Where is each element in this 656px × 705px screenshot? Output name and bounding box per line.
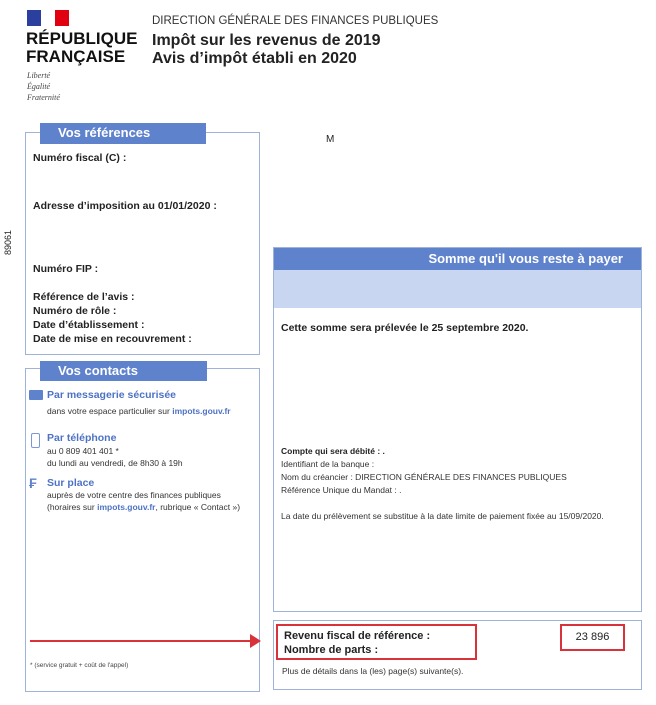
rfr-labels-highlight: Revenu fiscal de référence : Nombre de parts : xyxy=(276,624,477,660)
ref-field: Numéro fiscal (C) : xyxy=(33,152,127,164)
ref-field: Numéro de rôle : xyxy=(33,305,117,317)
ref-field: Date d’établissement : xyxy=(33,319,145,331)
arrow-head-icon xyxy=(250,634,261,648)
telephone-title: Par téléphone xyxy=(47,432,117,444)
side-code: 89061 xyxy=(3,229,13,255)
messagerie-title: Par messagerie sécurisée xyxy=(47,389,177,401)
impots-link[interactable]: impots.gouv.fr xyxy=(97,502,156,512)
red-arrow xyxy=(30,640,252,642)
recipient-initial: M xyxy=(326,134,335,145)
ref-field: Adresse d’imposition au 01/01/2020 : xyxy=(33,200,217,212)
payment-title: Somme qu'il vous reste à payer xyxy=(274,248,641,270)
messagerie-text: dans votre espace particulier sur impots.gouv.fr xyxy=(47,406,231,416)
computer-icon xyxy=(29,390,43,400)
debit-account-info: Compte qui sera débité : . Identifiant de la banque : Nom du créancier : DIRECTION GÉNÉRALE DES FINANCES PUBLIQUES Référence Unique du Mandat : . La date du prélèvement se substitue à la date limite de paiement fixée au 15/09/2020. xyxy=(281,446,604,521)
place-text: auprès de votre centre des finances publiques (horaires sur impots.gouv.fr, rubrique « Contact ») xyxy=(47,490,241,512)
footnote: * (service gratuit + coût de l'appel) xyxy=(30,662,129,669)
franc-icon: ₣ xyxy=(29,475,37,491)
prelevement-date: Cette somme sera prélevée le 25 septembre 2020. xyxy=(281,322,529,334)
details-note: Plus de détails dans la (les) page(s) suivante(s). xyxy=(282,666,464,676)
place-title: Sur place xyxy=(47,477,95,489)
direction-name: DIRECTION GÉNÉRALE DES FINANCES PUBLIQUES xyxy=(152,15,439,27)
ref-field: Référence de l’avis : xyxy=(33,291,135,303)
document-title: Impôt sur les revenus de 2019 Avis d’impôt établi en 2020 xyxy=(152,32,381,67)
motto: Liberté Égalité Fraternité xyxy=(27,71,60,102)
amount-band xyxy=(274,270,641,308)
contacts-title: Vos contacts xyxy=(40,361,207,381)
phone-icon xyxy=(31,433,40,448)
french-flag-logo xyxy=(27,10,69,26)
ref-field: Date de mise en recouvrement : xyxy=(33,333,192,345)
rfr-value: 23 896 xyxy=(560,624,625,651)
impots-link[interactable]: impots.gouv.fr xyxy=(172,406,231,416)
republique-francaise-logo: RÉPUBLIQUE FRANÇAISE xyxy=(26,29,138,66)
telephone-text: au 0 809 401 401 * du lundi au vendredi, de 8h30 à 19h xyxy=(47,446,183,468)
references-title: Vos références xyxy=(40,123,206,144)
ref-field: Numéro FIP : xyxy=(33,263,99,275)
